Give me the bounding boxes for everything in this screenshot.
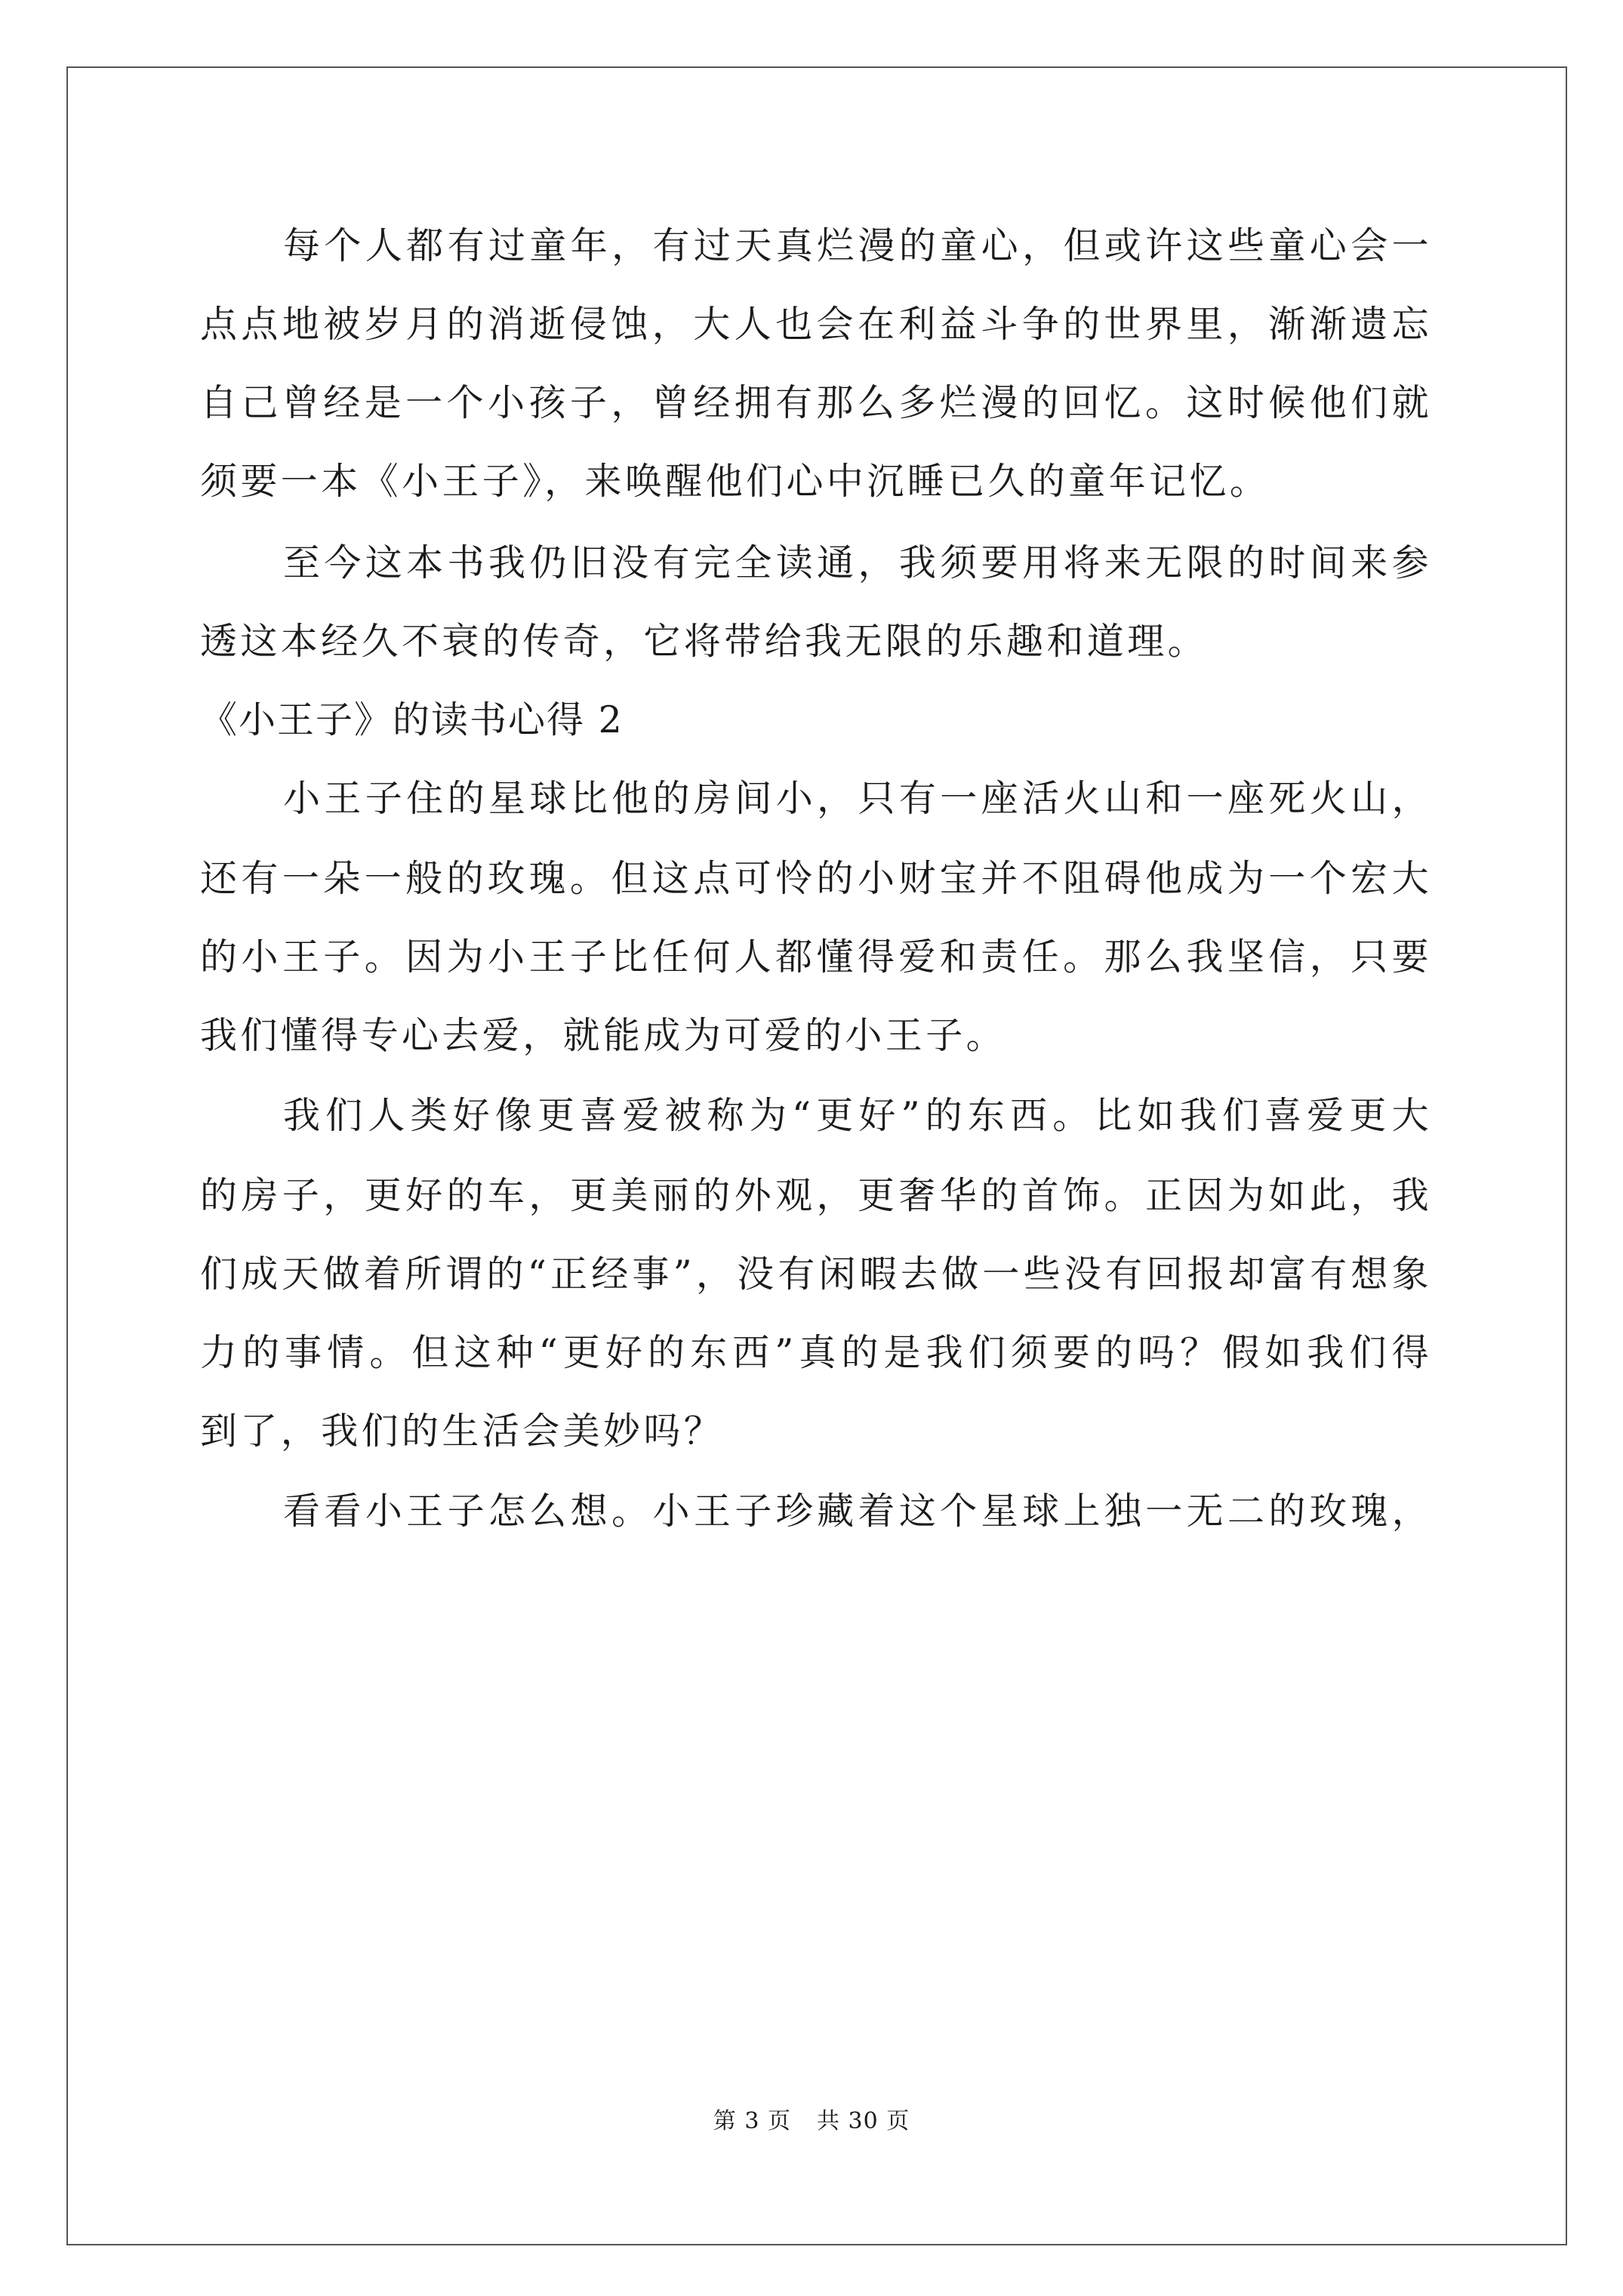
paragraph-line: 到了，我们的生活会美妙吗？ [200, 1410, 725, 1453]
paragraph-line: 透这本经久不衰的传奇，它将带给我无限的乐趣和道理。 [200, 620, 1209, 663]
page-footer [0, 2108, 1623, 2135]
paragraph-line: 我们人类好像更喜爱被称为“更好”的东西。比如我们喜爱更大 [283, 1094, 1432, 1137]
paragraph-line: 们成天做着所谓的“正经事”，没有闲暇去做一些没有回报却富有想象 [200, 1253, 1432, 1296]
paragraph-line: 须要一本《小王子》，来唤醒他们心中沉睡已久的童年记忆。 [200, 460, 1270, 503]
page-number: 第 3 页 [713, 2108, 791, 2134]
paragraph-line: 小王子住的星球比他的房间小，只有一座活火山和一座死火山， [283, 777, 1432, 820]
paragraph-line: 我们懂得专心去爱，就能成为可爱的小王子。 [200, 1014, 1007, 1057]
paragraph-line: 点点地被岁月的消逝侵蚀，大人也会在利益斗争的世界里，渐渐遗忘 [200, 303, 1432, 346]
paragraph-line: 每个人都有过童年，有过天真烂漫的童心，但或许这些童心会一 [283, 224, 1432, 267]
paragraph-line: 看看小王子怎么想。小王子珍藏着这个星球上独一无二的玫瑰， [283, 1490, 1432, 1533]
section-heading: 《小王子》的读书心得 2 [200, 698, 624, 741]
paragraph-line: 的小王子。因为小王子比任何人都懂得爱和责任。那么我坚信，只要 [200, 935, 1432, 978]
paragraph-line: 的房子，更好的车，更美丽的外观，更奢华的首饰。正因为如此，我 [200, 1174, 1432, 1217]
paragraph-line: 至今这本书我仍旧没有完全读通，我须要用将来无限的时间来参 [283, 541, 1432, 584]
paragraph-line: 还有一朵一般的玫瑰。但这点可怜的小财宝并不阻碍他成为一个宏大 [200, 857, 1432, 900]
page-total: 共 30 页 [816, 2108, 910, 2134]
paragraph-line: 力的事情。但这种“更好的东西”真的是我们须要的吗？假如我们得 [200, 1331, 1432, 1374]
paragraph-line: 自己曾经是一个小孩子，曾经拥有那么多烂漫的回忆。这时候他们就 [200, 381, 1432, 424]
